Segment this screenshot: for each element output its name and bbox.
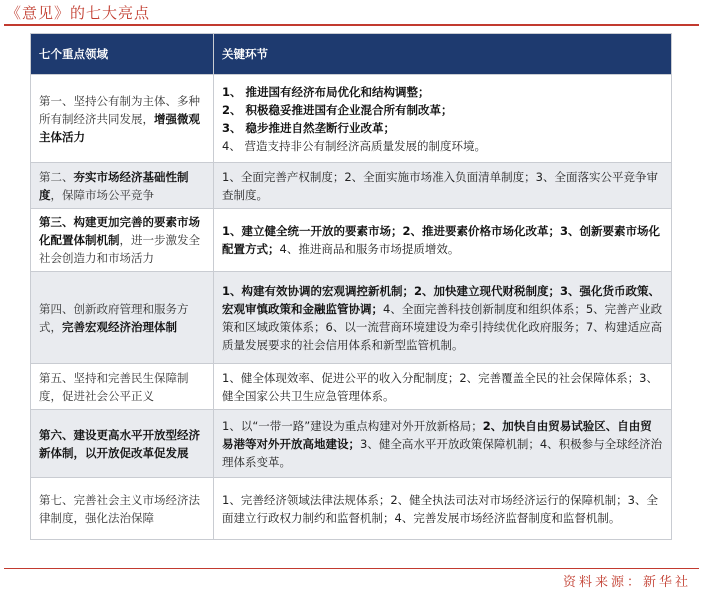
table-row xyxy=(31,209,672,272)
table-row xyxy=(31,410,672,478)
header-area: 七个重点领域 xyxy=(31,34,214,75)
focus-area-text: ，进一步激发全社会创造力和市场活力 xyxy=(39,233,200,265)
key-link-text: 4、 营造支持非公有制经济高质量发展的制度环境。 xyxy=(222,138,486,153)
focus-area-text: 第六、建设更高水平开放型经济新体制，以开放促改革促发展 xyxy=(39,427,200,460)
focus-area-text: 第一、坚持公有制为主体、多种所有制经济共同发展， xyxy=(39,93,200,126)
key-link-line xyxy=(222,222,663,258)
source-note: 资料来源：新华社 xyxy=(562,575,691,590)
key-link-line xyxy=(222,101,663,119)
focus-area-cell xyxy=(31,163,214,209)
page-title: 《意见》的七大亮点 xyxy=(6,4,151,22)
key-links-cell xyxy=(214,163,672,209)
focus-area-cell xyxy=(31,364,214,410)
key-link-line xyxy=(222,119,663,137)
focus-area-cell xyxy=(31,75,214,163)
key-link-text: 3、 稳步推进自然垄断行业改革； xyxy=(222,120,396,135)
focus-area-text: 第二、 xyxy=(39,169,74,184)
table-row xyxy=(31,272,672,364)
table-row xyxy=(31,364,672,410)
key-links-cell xyxy=(214,478,672,540)
focus-area-cell xyxy=(31,272,214,364)
key-link-text: 2、 积极稳妥推进国有企业混合所有制改革； xyxy=(222,102,453,117)
focus-area-text: 第七、完善社会主义市场经济法律制度，强化法治保障 xyxy=(39,492,200,525)
key-links-cell xyxy=(214,272,672,364)
focus-area-text: 第三、构建更加完善的要素市场化配置体制机制 xyxy=(39,215,200,247)
focus-area-text: 第四、创新政府管理和服务方式， xyxy=(39,301,189,334)
key-link-line xyxy=(222,417,663,471)
focus-area-text: ，保障市场公平竞争 xyxy=(50,187,154,202)
key-link-text: 1、 推进国有经济布局优化和结构调整； xyxy=(222,84,430,99)
table-body xyxy=(31,75,672,540)
focus-area-cell xyxy=(31,410,214,478)
key-link-line xyxy=(222,168,663,204)
key-link-line xyxy=(222,491,663,527)
focus-area-text: 增强微观主体活力 xyxy=(39,111,200,144)
title-divider xyxy=(4,24,699,26)
focus-area-cell xyxy=(31,478,214,540)
key-link-text: 4、推进商品和服务市场提质增效。 xyxy=(279,242,460,256)
table-row xyxy=(31,478,672,540)
key-link-text: 1、完善经济领域法律法规体系；2、健全执法司法对市场经济运行的保障机制；3、全面建立行政权力制约和监督机制；4、完善发展市场经济监督制度和监督机制。 xyxy=(222,492,658,525)
key-links-cell xyxy=(214,75,672,163)
key-link-text: 2、加快自由贸易试验区、自由贸易港等对外开放高地建设； xyxy=(222,418,652,451)
focus-area-cell xyxy=(31,209,214,272)
focus-area-text: 第五、坚持和完善民生保障制度，促进社会公平正义 xyxy=(39,370,189,403)
table-header-row xyxy=(31,34,672,75)
header-key-links: 关键环节 xyxy=(214,34,672,75)
key-link-line xyxy=(222,282,663,354)
key-link-line xyxy=(222,369,663,405)
key-link-line xyxy=(222,137,663,155)
key-link-text: 1、全面完善产权制度；2、全面实施市场准入负面清单制度；3、全面落实公平竞争审查制度。 xyxy=(222,169,658,202)
key-link-line xyxy=(222,83,663,101)
footer-divider xyxy=(4,568,699,569)
key-links-cell xyxy=(214,209,672,272)
key-links-cell xyxy=(214,364,672,410)
key-link-text: 3、健全高水平开放政策保障机制；4、积极参与全球经济治理体系变革。 xyxy=(222,436,663,469)
key-link-text: 4、全面完善科技创新制度和组织体系；5、完善产业政策和区域政策体系；6、以一流营商环境建设为牵引持续优化政府服务；7、构建适应高质量发展要求的社会信用体系和新型监管机制。 xyxy=(222,301,663,352)
key-link-text: 1、以“一带一路”建设为重点构建对外开放新格局； xyxy=(222,418,483,433)
table-row xyxy=(31,75,672,163)
key-link-text: 1、构建有效协调的宏观调控新机制；2、加快建立现代财税制度；3、强化货币政策、宏观审慎政策和金融监管协调； xyxy=(222,283,661,316)
table-row xyxy=(31,163,672,209)
key-links-cell xyxy=(214,410,672,478)
key-link-text: 1、健全体现效率、促进公平的收入分配制度；2、完善覆盖全民的社会保障体系；3、健全国家公共卫生应急管理体系。 xyxy=(222,370,658,403)
focus-area-text: 夯实市场经济基础性制度 xyxy=(39,169,189,202)
focus-area-text: 完善宏观经济治理体制 xyxy=(62,319,177,334)
key-link-text: 1、建立健全统一开放的要素市场；2、推进要素价格市场化改革；3、创新要素市场化配置方式； xyxy=(222,224,661,256)
reform-areas-table xyxy=(30,33,672,540)
